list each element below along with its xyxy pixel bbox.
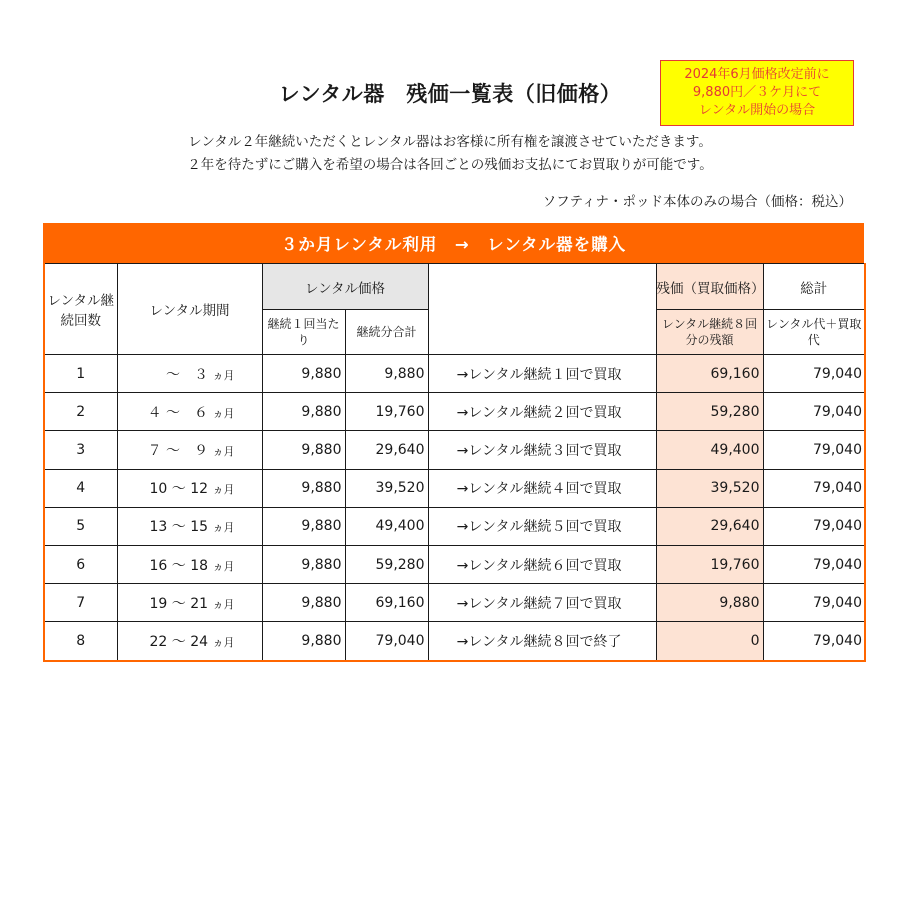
period-range: ４ ～ ６ [147, 404, 209, 421]
period-range: ７ ～ ９ [147, 442, 209, 459]
cell-residual: 29,640 [656, 507, 763, 545]
cell-description: →レンタル継続２回で買取 [428, 393, 656, 431]
cell-period [117, 431, 262, 469]
period-unit: ヵ月 [212, 635, 235, 649]
cell-total: 79,040 [763, 622, 865, 661]
cell-residual: 49,400 [656, 431, 763, 469]
table-row [44, 393, 865, 431]
period-unit: ヵ月 [212, 483, 235, 497]
cell-cumulative: 59,280 [345, 545, 428, 583]
intro-line-1: レンタル２年継続いただくとレンタル器はお客様に所有権を譲渡させていただきます。 [188, 134, 712, 150]
cell-count: 3 [44, 431, 117, 469]
cell-description: →レンタル継続７回で買取 [428, 584, 656, 622]
cell-period [117, 393, 262, 431]
cell-period [117, 545, 262, 583]
cell-total: 79,040 [763, 584, 865, 622]
period-unit: ヵ月 [212, 597, 235, 611]
cell-residual: 39,520 [656, 469, 763, 507]
cell-total: 79,040 [763, 355, 865, 393]
note-line-1: 2024年6月価格改定前に [684, 67, 830, 82]
cell-per-time: 9,880 [262, 584, 345, 622]
period-unit: ヵ月 [212, 406, 235, 420]
cell-period [117, 469, 262, 507]
cell-total: 79,040 [763, 431, 865, 469]
page-title: レンタル器 残価一覧表（旧価格） [278, 82, 622, 106]
header-residual: 残価（買取価格） [656, 264, 763, 310]
header-cumulative: 継続分合計 [345, 310, 428, 355]
cell-count: 5 [44, 507, 117, 545]
cell-description: →レンタル継続６回で買取 [428, 545, 656, 583]
cell-total: 79,040 [763, 469, 865, 507]
price-revision-note [660, 60, 854, 126]
cell-cumulative: 9,880 [345, 355, 428, 393]
table-row [44, 355, 865, 393]
cell-cumulative: 49,400 [345, 507, 428, 545]
cell-description: →レンタル継続３回で買取 [428, 431, 656, 469]
cell-description: →レンタル継続４回で買取 [428, 469, 656, 507]
header-blank [428, 264, 656, 355]
table-row [44, 622, 865, 661]
cell-total: 79,040 [763, 545, 865, 583]
cell-count: 4 [44, 469, 117, 507]
price-note: ソフティナ・ポッド本体のみの場合（価格：税込） [542, 194, 852, 210]
period-range: 16 ～ 18 [149, 557, 209, 574]
period-range: 19 ～ 21 [149, 595, 209, 612]
period-range: 22 ～ 24 [149, 633, 209, 650]
cell-residual: 69,160 [656, 355, 763, 393]
cell-total: 79,040 [763, 507, 865, 545]
period-range: 13 ～ 15 [149, 519, 209, 536]
header-period: レンタル期間 [117, 264, 262, 355]
cell-count: 6 [44, 545, 117, 583]
cell-per-time: 9,880 [262, 469, 345, 507]
cell-period [117, 355, 262, 393]
note-line-3: レンタル開始の場合 [698, 103, 816, 118]
cell-description: →レンタル継続５回で買取 [428, 507, 656, 545]
cell-period [117, 584, 262, 622]
plan-banner: ３か月レンタル利用 → レンタル器を購入 [43, 223, 864, 263]
cell-per-time: 9,880 [262, 431, 345, 469]
cell-period [117, 507, 262, 545]
period-unit: ヵ月 [212, 368, 235, 382]
header-residual-sub: レンタル継続８回分の残額 [656, 310, 763, 355]
intro-text [0, 131, 900, 177]
cell-cumulative: 39,520 [345, 469, 428, 507]
table-row [44, 431, 865, 469]
cell-cumulative: 79,040 [345, 622, 428, 661]
header-per-time: 継続１回当たり [262, 310, 345, 355]
period-unit: ヵ月 [212, 444, 235, 458]
cell-count: 2 [44, 393, 117, 431]
cell-count: 8 [44, 622, 117, 661]
table-row [44, 507, 865, 545]
period-unit: ヵ月 [212, 521, 235, 535]
header-total-sub: レンタル代＋買取代 [763, 310, 865, 355]
cell-count: 1 [44, 355, 117, 393]
cell-per-time: 9,880 [262, 355, 345, 393]
cell-cumulative: 29,640 [345, 431, 428, 469]
note-line-2: 9,880円／３ケ月にて [692, 85, 822, 100]
cell-per-time: 9,880 [262, 545, 345, 583]
cell-per-time: 9,880 [262, 393, 345, 431]
period-range: ～ ３ [166, 366, 209, 383]
cell-count: 7 [44, 584, 117, 622]
cell-cumulative: 69,160 [345, 584, 428, 622]
cell-period [117, 622, 262, 661]
cell-residual: 0 [656, 622, 763, 661]
table-row [44, 469, 865, 507]
header-total: 総計 [763, 264, 865, 310]
table-row [44, 584, 865, 622]
period-range: 10 ～ 12 [149, 481, 209, 498]
cell-total: 79,040 [763, 393, 865, 431]
cell-per-time: 9,880 [262, 622, 345, 661]
header-rental-price: レンタル価格 [262, 264, 428, 310]
intro-line-2: ２年を待たずにご購入を希望の場合は各回ごとの残価お支払にてお買取りが可能です。 [187, 157, 713, 173]
header-count: レンタル継続回数 [44, 264, 117, 355]
cell-residual: 59,280 [656, 393, 763, 431]
cell-per-time: 9,880 [262, 507, 345, 545]
residual-value-table [43, 263, 866, 662]
table-row [44, 545, 865, 583]
cell-residual: 19,760 [656, 545, 763, 583]
cell-description: →レンタル継続１回で買取 [428, 355, 656, 393]
period-unit: ヵ月 [212, 559, 235, 573]
cell-description: →レンタル継続８回で終了 [428, 622, 656, 661]
cell-residual: 9,880 [656, 584, 763, 622]
cell-cumulative: 19,760 [345, 393, 428, 431]
